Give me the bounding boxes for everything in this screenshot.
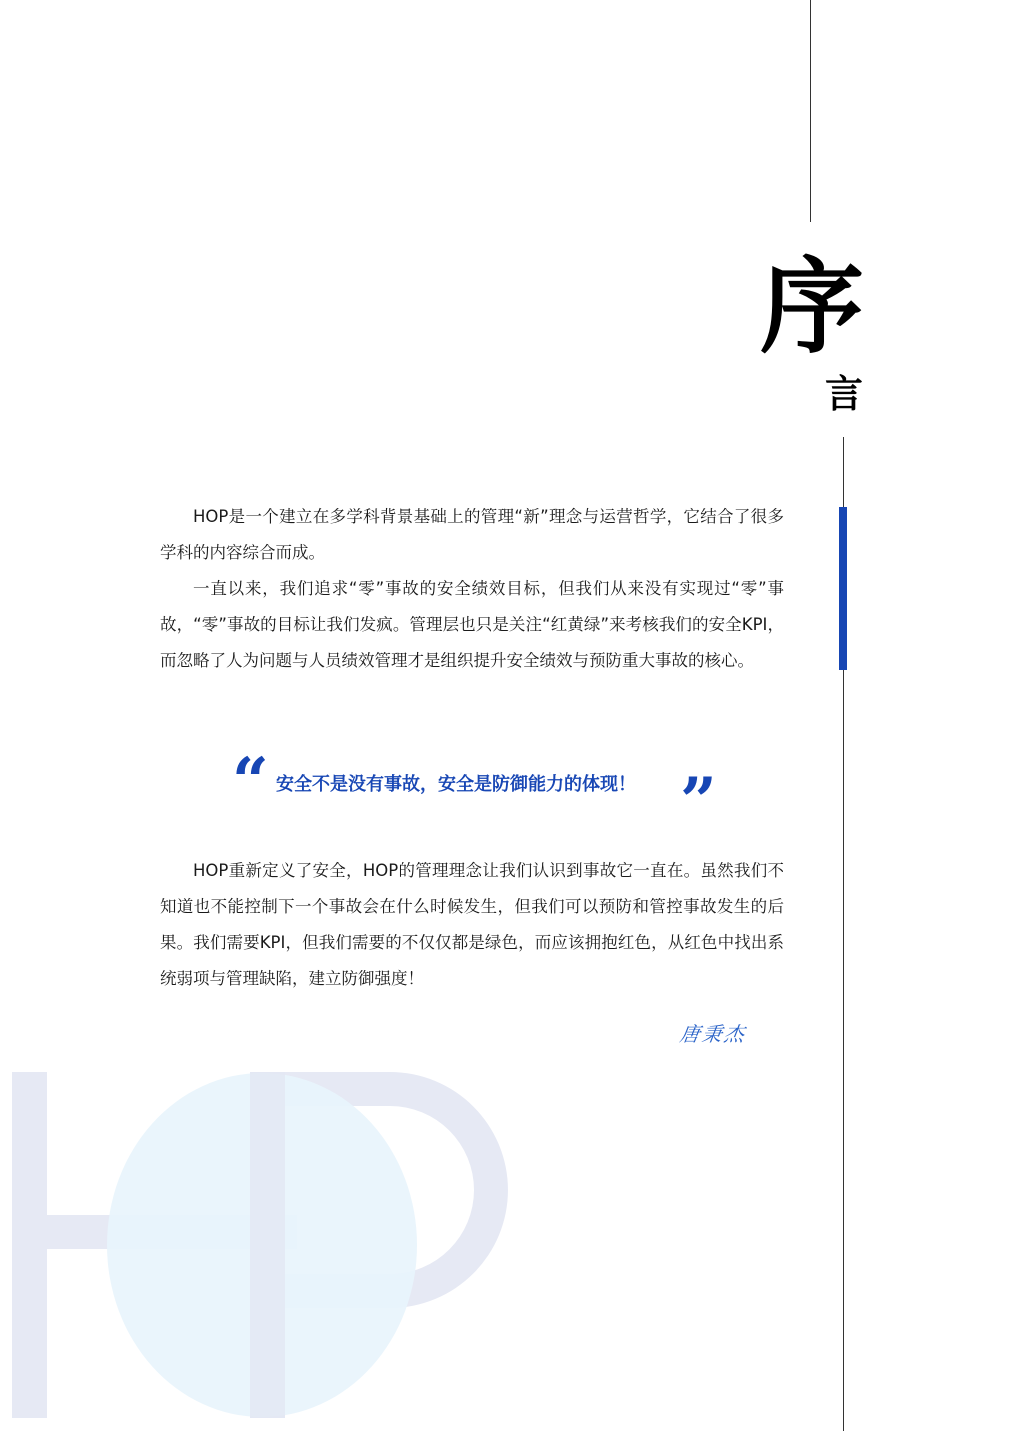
- hop-watermark: [0, 1060, 540, 1431]
- quote-close-mark: ”: [680, 764, 717, 839]
- preface-paragraph-2: 一直以来，我们追求“零”事故的安全绩效目标，但我们从来没有实现过“零”事故，“零”事故的目标让我们发疯。管理层也只是关注“红黄绿”来考核我们的安全KPI，而忽略了人为问题与人员绩效管理才是组织提升安全绩效与预防重大事故的核心。: [160, 579, 784, 670]
- pull-quote: 安全不是没有事故，安全是防御能力的体现！: [276, 774, 636, 795]
- author-signature: 唐秉杰: [678, 1022, 748, 1046]
- top-vertical-rule: [810, 0, 811, 222]
- quote-open-mark: “: [232, 744, 269, 819]
- page-title-main: 序: [760, 246, 865, 368]
- preface-paragraph-3: HOP重新定义了安全，HOP的管理理念让我们认识到事故它一直在。虽然我们不知道也不能控制下一个事故会在什么时候发生，但我们可以预防和管控事故发生的后果。我们需要KPI，但我们需要的不仅仅都是绿色，而应该拥抱红色，从红色中找出系统弱项与管理缺陷，建立防御强度！: [160, 861, 784, 988]
- page-title-sub: 言: [825, 372, 864, 416]
- preface-paragraph-1: HOP是一个建立在多学科背景基础上的管理“新”理念与运营哲学，它结合了很多学科的内容综合而成。: [160, 507, 784, 562]
- blue-accent-bar: [839, 507, 847, 670]
